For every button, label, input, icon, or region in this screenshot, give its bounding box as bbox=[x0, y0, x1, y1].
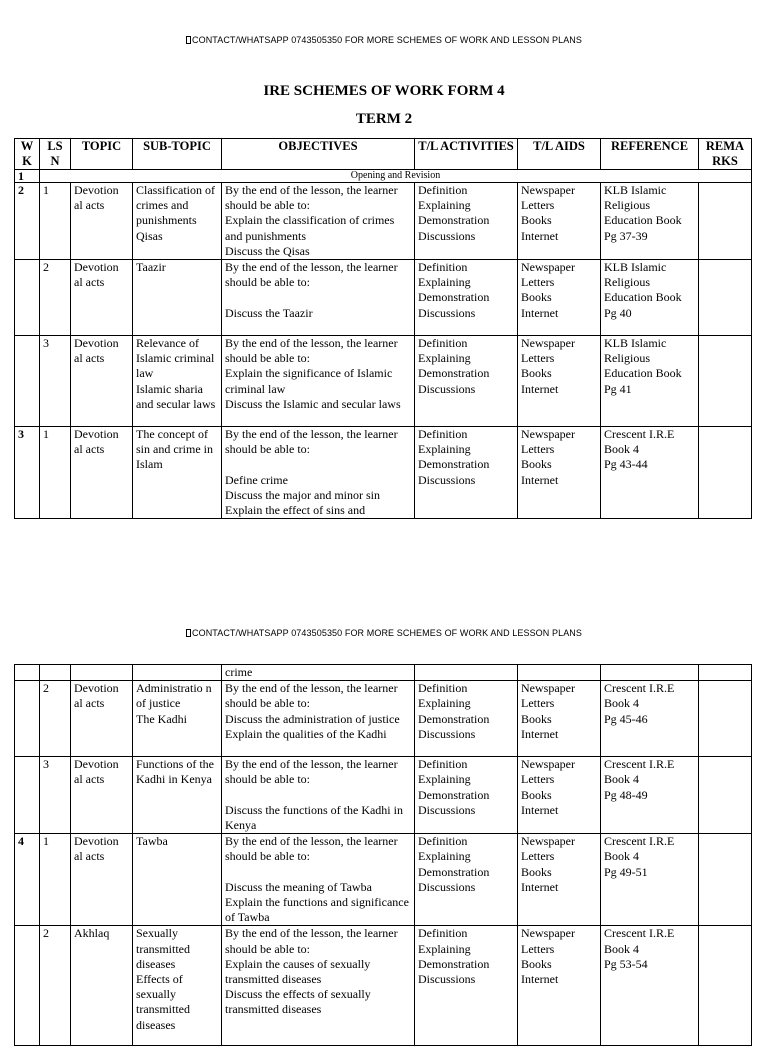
week-cell: 4 bbox=[15, 834, 40, 926]
scheme-table-page2 bbox=[14, 664, 752, 1046]
term-heading: TERM 2 bbox=[355, 111, 413, 127]
col-header-aids: T/L AIDS bbox=[518, 139, 601, 170]
topic-cell: Devotion al acts bbox=[71, 834, 133, 926]
table-row bbox=[15, 681, 752, 757]
table-row bbox=[15, 183, 752, 260]
objectives-cell: By the end of the lesson, the learner should be able to: Discuss the meaning of Tawba Explain the functions and significance of Tawba bbox=[222, 834, 415, 926]
lesson-cell: 2 bbox=[40, 260, 71, 336]
objectives-cell: By the end of the lesson, the learner should be able to: Explain the classification of crimes and punishments Discuss the Qisas bbox=[222, 183, 415, 260]
col-header-activities: T/L ACTIVITIES bbox=[415, 139, 518, 170]
contact-note-text: CONTACT/WHATSAPP 0743505350 FOR MORE SCHEMES OF WORK AND LESSON PLANS bbox=[192, 35, 582, 45]
remarks-cell bbox=[699, 834, 752, 926]
subtopic-cell: Sexually transmitted diseases Effects of sexually transmitted diseases bbox=[133, 926, 222, 1046]
week-cell: 3 bbox=[15, 427, 40, 519]
activities-cell: Definition Explaining Demonstration Discussions bbox=[415, 681, 518, 757]
remarks-cell bbox=[699, 260, 752, 336]
subtopic-cell: Relevance of Islamic criminal law Islamic sharia and secular laws bbox=[133, 336, 222, 427]
activities-cell: Definition Explaining Demonstration Discussions bbox=[415, 926, 518, 1046]
activities-cell: Definition Explaining Demonstration Discussions bbox=[415, 183, 518, 260]
col-header-lesson: LS N bbox=[40, 139, 71, 170]
activities-cell: Definition Explaining Demonstration Discussions bbox=[415, 757, 518, 834]
remarks-cell bbox=[699, 183, 752, 260]
objectives-cell: By the end of the lesson, the learner should be able to: Discuss the Taazir bbox=[222, 260, 415, 336]
contact-note-text: CONTACT/WHATSAPP 0743505350 FOR MORE SCHEMES OF WORK AND LESSON PLANS bbox=[192, 628, 582, 638]
topic-cell: Devotion al acts bbox=[71, 757, 133, 834]
activities-cell: Definition Explaining Demonstration Discussions bbox=[415, 336, 518, 427]
table-row bbox=[15, 427, 752, 519]
reference-cell: Crescent I.R.E Book 4 Pg 43-44 bbox=[601, 427, 699, 519]
week-cell bbox=[15, 757, 40, 834]
table-row bbox=[15, 336, 752, 427]
week-cell bbox=[15, 336, 40, 427]
contact-note bbox=[0, 35, 768, 45]
lesson-cell: 3 bbox=[40, 336, 71, 427]
opening-row bbox=[15, 170, 752, 183]
objectives-cell: By the end of the lesson, the learner should be able to: Discuss the functions of the Kadhi in Kenya bbox=[222, 757, 415, 834]
aids-cell: Newspaper Letters Books Internet bbox=[518, 183, 601, 260]
week-cell bbox=[15, 926, 40, 1046]
reference-cell: KLB Islamic Religious Education Book Pg 41 bbox=[601, 336, 699, 427]
lesson-cell: 2 bbox=[40, 926, 71, 1046]
reference-cell: Crescent I.R.E Book 4 Pg 53-54 bbox=[601, 926, 699, 1046]
objectives-cell: crime bbox=[222, 665, 415, 681]
table-row bbox=[15, 926, 752, 1046]
lesson-cell: 1 bbox=[40, 834, 71, 926]
table-row bbox=[15, 757, 752, 834]
week-cell: 1 bbox=[15, 170, 40, 183]
subtopic-cell: Taazir bbox=[133, 260, 222, 336]
phone-icon bbox=[186, 36, 191, 44]
topic-cell: Devotion al acts bbox=[71, 183, 133, 260]
reference-cell: Crescent I.R.E Book 4 Pg 48-49 bbox=[601, 757, 699, 834]
document-title: IRE SCHEMES OF WORK FORM 4 bbox=[263, 83, 505, 99]
lesson-cell: 2 bbox=[40, 681, 71, 757]
aids-cell: Newspaper Letters Books Internet bbox=[518, 926, 601, 1046]
subtopic-cell: Administratio n of justice The Kadhi bbox=[133, 681, 222, 757]
col-header-subtopic: SUB-TOPIC bbox=[133, 139, 222, 170]
aids-cell: Newspaper Letters Books Internet bbox=[518, 757, 601, 834]
activities-cell: Definition Explaining Demonstration Discussions bbox=[415, 834, 518, 926]
col-header-reference: REFERENCE bbox=[601, 139, 699, 170]
table-row bbox=[15, 834, 752, 926]
activities-cell: Definition Explaining Demonstration Discussions bbox=[415, 260, 518, 336]
topic-cell: Akhlaq bbox=[71, 926, 133, 1046]
objectives-cell: By the end of the lesson, the learner should be able to: Discuss the administration of justice Explain the qualities of the Kadhi bbox=[222, 681, 415, 757]
opening-text: Opening and Revision bbox=[40, 170, 752, 183]
lesson-cell: 1 bbox=[40, 183, 71, 260]
remarks-cell bbox=[699, 427, 752, 519]
reference-cell: KLB Islamic Religious Education Book Pg 40 bbox=[601, 260, 699, 336]
table-header-row bbox=[15, 139, 752, 170]
subtopic-cell: Functions of the Kadhi in Kenya bbox=[133, 757, 222, 834]
reference-cell: Crescent I.R.E Book 4 Pg 45-46 bbox=[601, 681, 699, 757]
activities-cell: Definition Explaining Demonstration Discussions bbox=[415, 427, 518, 519]
reference-cell: KLB Islamic Religious Education Book Pg 37-39 bbox=[601, 183, 699, 260]
topic-cell: Devotion al acts bbox=[71, 260, 133, 336]
week-cell bbox=[15, 681, 40, 757]
subtopic-cell: Classification of crimes and punishments Qisas bbox=[133, 183, 222, 260]
lesson-cell: 3 bbox=[40, 757, 71, 834]
aids-cell: Newspaper Letters Books Internet bbox=[518, 834, 601, 926]
objectives-cell: By the end of the lesson, the learner should be able to: Explain the significance of Islamic criminal law Discuss the Islamic and secular laws bbox=[222, 336, 415, 427]
col-header-remarks: REMA RKS bbox=[699, 139, 752, 170]
aids-cell: Newspaper Letters Books Internet bbox=[518, 681, 601, 757]
remarks-cell bbox=[699, 681, 752, 757]
aids-cell: Newspaper Letters Books Internet bbox=[518, 427, 601, 519]
lesson-cell: 1 bbox=[40, 427, 71, 519]
contact-note-page2 bbox=[0, 628, 768, 638]
remarks-cell bbox=[699, 926, 752, 1046]
objectives-cell: By the end of the lesson, the learner should be able to: Explain the causes of sexually transmitted diseases Discuss the effects of sexually transmitted diseases bbox=[222, 926, 415, 1046]
topic-cell: Devotion al acts bbox=[71, 681, 133, 757]
reference-cell: Crescent I.R.E Book 4 Pg 49-51 bbox=[601, 834, 699, 926]
col-header-week: W K bbox=[15, 139, 40, 170]
scheme-table-page1 bbox=[14, 138, 752, 519]
week-cell bbox=[15, 260, 40, 336]
aids-cell: Newspaper Letters Books Internet bbox=[518, 336, 601, 427]
col-header-topic: TOPIC bbox=[71, 139, 133, 170]
table-row bbox=[15, 260, 752, 336]
week-cell: 2 bbox=[15, 183, 40, 260]
topic-cell: Devotion al acts bbox=[71, 336, 133, 427]
continuation-row bbox=[15, 665, 752, 681]
col-header-objectives: OBJECTIVES bbox=[222, 139, 415, 170]
subtopic-cell: Tawba bbox=[133, 834, 222, 926]
phone-icon bbox=[186, 629, 191, 637]
remarks-cell bbox=[699, 757, 752, 834]
remarks-cell bbox=[699, 336, 752, 427]
subtopic-cell: The concept of sin and crime in Islam bbox=[133, 427, 222, 519]
aids-cell: Newspaper Letters Books Internet bbox=[518, 260, 601, 336]
topic-cell: Devotion al acts bbox=[71, 427, 133, 519]
objectives-cell: By the end of the lesson, the learner should be able to: Define crime Discuss the major and minor sin Explain the effect of sins and bbox=[222, 427, 415, 519]
